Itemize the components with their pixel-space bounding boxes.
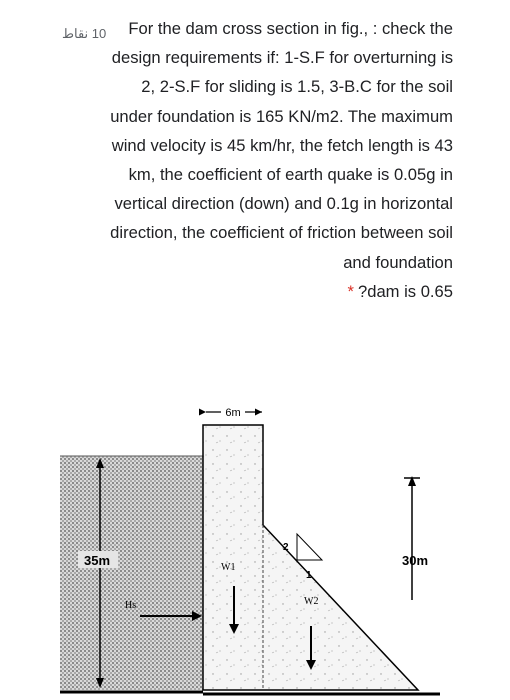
slope-triangle — [297, 534, 322, 560]
slope-horizontal-label: 1 — [306, 570, 312, 581]
required-marker: * — [347, 281, 354, 301]
slope-vertical-label: 2 — [283, 542, 289, 553]
hydrostatic-force-label: Hs — [125, 600, 137, 611]
points-label: 10 نقاط — [62, 26, 107, 41]
question-body: For the dam cross section in fig., : check the design requirements if: 1-S.F for overturning is 2, 2-S.F for sliding is 1.5, 3-B.C for the soil under foundation is 165 KN/m2. The maximum wind velocity is 45 km/hr, the fetch length is 43 km, the coefficient of earth quake is 0.05g in vertical direction (down) and 0.1g in horizontal direction, the coefficient of friction between soil and foundation — [110, 19, 453, 272]
reservoir-water — [60, 456, 203, 690]
weight1-label: W1 — [221, 562, 236, 573]
question-text — [100, 14, 453, 306]
top-width-label: 6m — [225, 407, 241, 419]
weight2-label: W2 — [304, 596, 319, 607]
dam-height-label: 30m — [401, 553, 429, 568]
dam-cross-section-figure — [0, 390, 510, 700]
water-depth-label: 35m — [83, 553, 111, 568]
question-last-line: ?dam is 0.65 — [357, 281, 453, 301]
